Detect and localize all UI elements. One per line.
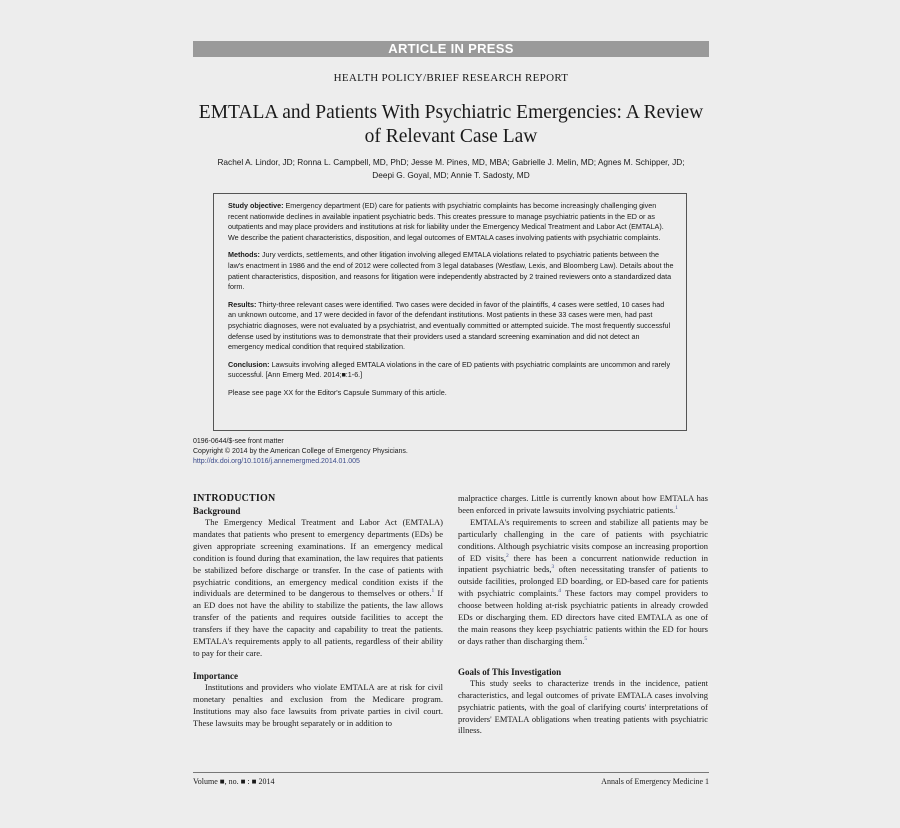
- section-label: HEALTH POLICY/BRIEF RESEARCH REPORT: [333, 72, 569, 84]
- continued-text: malpractice charges. Little is currently known about how EMTALA has been enforced in private lawsuits involving psychiatric patients.: [458, 493, 708, 515]
- methods-text: Jury verdicts, settlements, and other litigation involving alleged EMTALA violations related to psychiatric patients between the law's enactment in 1986 and the end of 2012 were collected from 3 legal databases (Westlaw, Lexis, and Bloomberg Law). Details about the patient characteristics, disposition, and reasons for litigation were independently abstracted by 2 trained reviewers onto a standardized data form.: [228, 250, 674, 292]
- importance-paragraph: Institutions and providers who violate EMTALA are at risk for civil monetary penalties and exclusion from the Medicare program. Institutions may also face lawsuits from private parties in civil court. These lawsuits may be brought separately or in addition to: [193, 681, 443, 728]
- requirements-paragraph: [458, 517, 708, 648]
- continued-paragraph: [458, 493, 708, 517]
- heading-introduction: INTRODUCTION: [193, 493, 276, 504]
- requirements-text-d: These factors may compel providers to choose between holding at-risk psychiatric patients in already crowded EDs or discharging them. ED directors have cited EMTALA as one of the main reasons they keep psychiatric patients within the ED for hours or days rather than discharging them.: [458, 588, 709, 646]
- reference-1[interactable]: 1: [431, 588, 435, 595]
- requirements-text-c: often necessitating transfer of patients to outside facilities, prolonged ED boarding, or ED-based care for patients with psychiatric complaints.: [458, 564, 708, 599]
- footer-divider: [193, 772, 709, 773]
- background-text-a: The Emergency Medical Treatment and Labor Act (EMTALA) mandates that patients who present to emergency departments (EDs) be given appropriate screening examinations. If an emergency medical condition is found during that examination, the law requires that patients be stabilized before discharge or transfer. In the case of patients with psychiatric conditions, an emergency medical condition exists if the individuals are determined to be dangerous to themselves or others.: [193, 517, 443, 599]
- abstract-objective: [228, 201, 674, 243]
- reference-3[interactable]: 3: [551, 564, 555, 571]
- requirements-text-b: there has been a concurrent nationwide reduction in inpatient psychiatric beds,: [458, 552, 708, 575]
- background-paragraph: [193, 517, 443, 660]
- abstract-results: [228, 300, 674, 353]
- reference-2[interactable]: 2: [506, 552, 509, 559]
- conclusion-label: Conclusion:: [228, 359, 270, 369]
- article-title: EMTALA and Patients With Psychiatric Emergencies: A Review of Relevant Case Law: [198, 102, 704, 147]
- copyright-line: Copyright © 2014 by the American College of Emergency Physicians.: [193, 448, 408, 456]
- left-column: [193, 493, 443, 730]
- authors-line-1: Rachel A. Lindor, JD; Ronna L. Campbell, MD, PhD; Jesse M. Pines, MD, MBA; Gabrielle J. Melin, MD; Agnes M. Schipper, JD;: [217, 157, 685, 167]
- footer-journal: Annals of Emergency Medicine 1: [601, 777, 709, 786]
- abstract-conclusion: [228, 360, 674, 381]
- heading-importance: Importance: [193, 670, 238, 681]
- abstract-box: [213, 193, 687, 431]
- article-in-press-banner: ARTICLE IN PRESS: [193, 41, 709, 57]
- reference-1-right[interactable]: 1: [675, 505, 678, 512]
- doi-link[interactable]: http://dx.doi.org/10.1016/j.annemergmed.2014.01.005: [193, 458, 360, 466]
- abstract-methods: [228, 250, 674, 292]
- objective-text: Emergency department (ED) care for patients with psychiatric complaints has become increasingly challenging given recent nationwide declines in available inpatient psychiatric beds. This creates pressure to manage psychiatric patients in the ED or as outpatients and may place providers and institutions at risk for liability under the Emergency Medical Treatment and Labor Act (EMTALA). We describe the patient characteristics, disposition, and legal outcomes of EMTALA cases involving patients with psychiatric complaints.: [228, 201, 664, 242]
- author-list: [193, 156, 709, 181]
- background-text-b: If an ED does not have the ability to stabilize the patients, the law allows transfer of the patients and requires outside facilities to accept the transfers if they have the capacity and capability to treat the patients. EMTALA's requirements apply to all patients, regardless of their ability to pay for their care.: [193, 588, 443, 658]
- methods-label: Methods:: [228, 250, 260, 260]
- results-text: Thirty-three relevant cases were identified. Two cases were decided in favor of the plaintiffs, 4 cases were settled, 10 cases had an unknown outcome, and 17 were decided in favor of the defendant institutions. Most patients in these 33 cases were men, had past psychiatric diagnoses, were not evaluated by a psychiatrist, and eventually committed or attempted suicide. The most frequently successful defense used by institutions was to demonstrate that their providers used a standard screening examination and did not detect an emergency medical condition that required stabilization.: [228, 299, 671, 352]
- issn-line: 0196-0644/$-see front matter: [193, 438, 284, 445]
- footer-volume: Volume ■, no. ■ : ■ 2014: [193, 777, 275, 786]
- conclusion-text: Lawsuits involving alleged EMTALA violations in the care of ED patients with psychiatric complaints are uncommon and rarely successful. [Ann Emerg Med. 2014;■:1-6.]: [228, 359, 671, 380]
- reference-5[interactable]: 5: [584, 636, 588, 643]
- reference-4[interactable]: 4: [558, 588, 562, 595]
- goals-paragraph: This study seeks to characterize trends in the incidence, patient characteristics, and legal outcomes of private EMTALA cases involving psychiatric patients, with the goal of clarifying courts' interpretations of providers' EMTALA obligations when treating patients with psychiatric illness.: [458, 677, 708, 736]
- front-matter: [193, 437, 493, 468]
- requirements-text-a: EMTALA's requirements to screen and stabilize all patients may be particularly challenging in the care of patients with psychiatric conditions. Although psychiatric visits compose an increasing proportion of ED visits,: [458, 516, 708, 563]
- heading-background: Background: [193, 506, 241, 516]
- objective-label: Study objective:: [228, 201, 284, 210]
- capsule-summary-note: Please see page XX for the Editor's Capsule Summary of this article.: [228, 387, 447, 397]
- right-column: [458, 493, 708, 737]
- results-label: Results:: [228, 299, 257, 309]
- authors-line-2: Deepi G. Goyal, MD; Annie T. Sadosty, MD: [372, 169, 530, 180]
- heading-goals: Goals of This Investigation: [458, 666, 562, 677]
